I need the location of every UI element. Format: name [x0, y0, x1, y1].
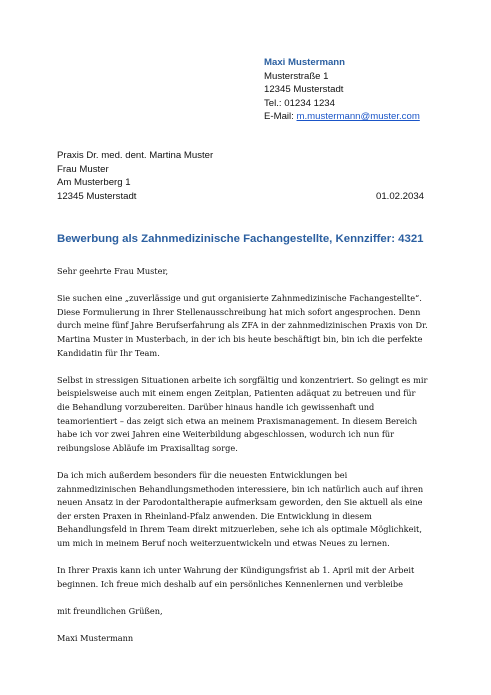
- recipient-block: [57, 149, 213, 203]
- paragraph: [57, 374, 428, 456]
- sender-street: Musterstraße 1: [264, 70, 329, 82]
- paragraph-gap: [57, 360, 428, 374]
- recipient-line: Praxis Dr. med. dent. Martina Muster: [57, 150, 214, 161]
- closing: mit freundlichen Grüßen,: [57, 605, 163, 616]
- sender-email-line: [264, 110, 420, 124]
- paragraph: [57, 564, 428, 591]
- paragraph-gap: [57, 455, 428, 469]
- body-line: reibungslose Abläufe im Praxisalltag sorge.: [57, 442, 238, 453]
- body-line: durch meine fünf Jahre Berufserfahrung als ZFA in der zahnmedizinischen Praxis von Dr.: [57, 320, 428, 331]
- body-line: In Ihrer Praxis kann ich unter Wahrung der Kündigungsfrist ab 1. April mit der Arbeit: [57, 565, 415, 576]
- sender-name: Maxi Mustermann: [264, 57, 346, 68]
- email-link[interactable]: m.mustermann@muster.com: [296, 111, 420, 123]
- body-line: beispielsweise auch mit einem engen Zeitplan, Patienten adäquat zu betreuen und für: [57, 388, 416, 399]
- paragraph-gap: [57, 591, 428, 605]
- body-line: die Behandlung vorzubereiten. Darüber hinaus handle ich gewissenhaft und: [57, 401, 375, 412]
- sender-city: 12345 Musterstadt: [264, 84, 344, 96]
- body-line: neuen Ansatz in der Parodontaltherapie aufmerksam geworden, den Sie aktuell als eine: [57, 497, 423, 508]
- recipient-line: Am Musterberg 1: [57, 177, 131, 189]
- signature-name: Maxi Mustermann: [57, 633, 134, 644]
- body-line: beginnen. Ich freue mich deshalb auf ein persönliches Kennenlernen und verbleibe: [57, 578, 404, 589]
- salutation: Sehr geehrte Frau Muster,: [57, 266, 169, 276]
- body-line: Sie suchen eine „zuverlässige und gut organisierte Zahnmedizinische Fachangestellte“.: [57, 293, 422, 304]
- paragraph-gap: [57, 279, 428, 293]
- body-line: Martina Muster in Musterbach, in der ich bis heute beschäftigt bin, bin ich die perfekte: [57, 333, 423, 344]
- paragraph-gap: [57, 550, 428, 564]
- paragraph-gap: [57, 618, 428, 632]
- letter-body: [57, 265, 428, 646]
- email-label: E-Mail:: [264, 111, 297, 123]
- paragraph: [57, 292, 428, 360]
- body-line: habe ich vor zwei Jahren eine Weiterbildung abgeschlossen, wodurch ich nun für: [57, 429, 395, 440]
- letter-date: 01.02.2034: [376, 191, 425, 202]
- sender-block: [264, 56, 420, 124]
- body-line: Da ich mich außerdem besonders für die neuesten Entwicklungen bei: [57, 469, 348, 480]
- body-line: Behandlungsfeld in Ihrem Team direkt mitzuerleben, sehe ich als optimale Möglichkeit,: [57, 524, 422, 535]
- body-line: Diese Formulierung in Ihrer Stellenausschreibung hat mich sofort angesprochen. Denn: [57, 306, 421, 317]
- sender-phone: Tel.: 01234 1234: [264, 97, 335, 109]
- subject-line: Bewerbung als Zahnmedizinische Fachangestellte, Kennziffer: 4321: [57, 233, 424, 245]
- recipient-line: Frau Muster: [57, 163, 109, 175]
- body-line: zahnmedizinischen Behandlungsmethoden interessiere, bin ich natürlich auch auf ihren: [57, 483, 424, 494]
- body-line: Selbst in stressigen Situationen arbeite ich sorgfältig und konzentriert. So gelingt es mir: [57, 374, 428, 385]
- body-line: teamorientiert – das zeigt sich etwa an meinem Praxismanagement. In diesem Bereich: [57, 415, 418, 426]
- body-line: um mich in meinem Beruf noch weiterzuentwickeln und etwas Neues zu lernen.: [57, 537, 390, 548]
- body-line: Kandidatin für Ihr Team.: [57, 347, 160, 358]
- recipient-line: 12345 Musterstadt: [57, 190, 137, 202]
- body-line: der ersten Praxen in Rheinland-Pfalz anwenden. Die Entwicklung in diesem: [57, 510, 372, 521]
- paragraph: [57, 469, 428, 551]
